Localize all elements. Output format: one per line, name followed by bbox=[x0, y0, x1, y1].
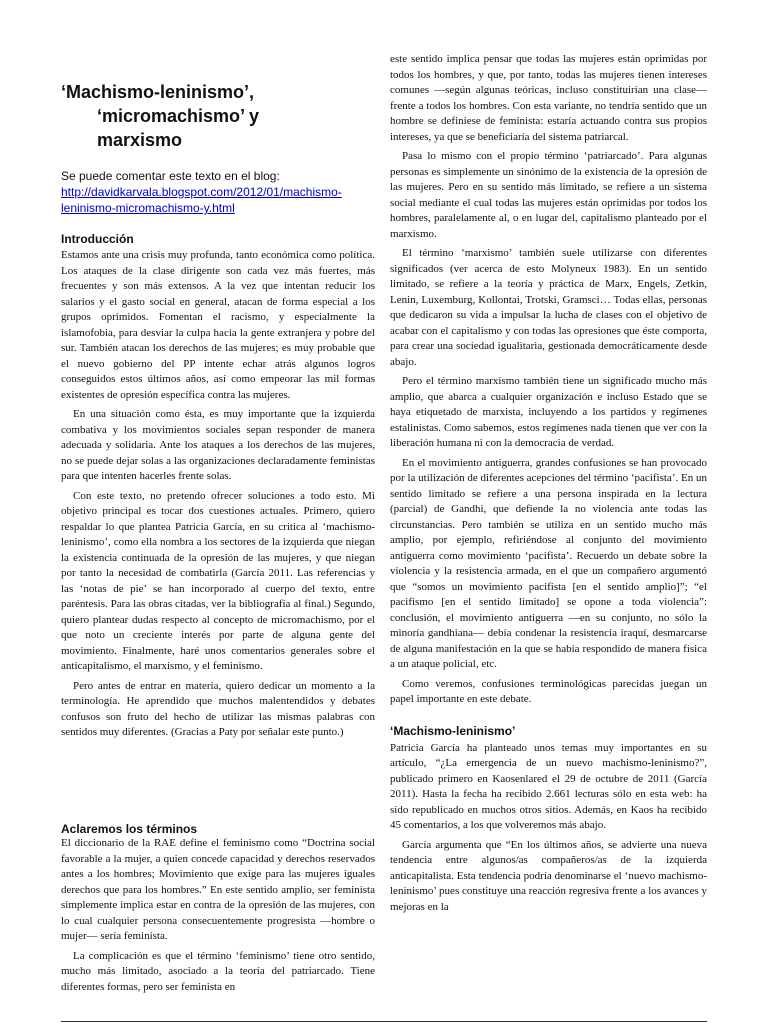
right-paragraph-5: En el movimiento antiguerra, grandes confusiones se han provocado por la utilización de diferentes acepciones del término ‘pacifista’. En un sentido limitado se refiere a una persona inspirada en la lectura (parcial) de Gandhi, que defiende la no violencia ante todas las circunstancias. Pero también se utiliza en un sentido mucho más amplio, por ejemplo, refiriéndose al conjunto del movimiento antiguerra como movimiento ‘pacifista’. Recuerdo un debate sobre la violencia y la resistencia armada, en el que un compañero argumentó que “somos un movimiento pacifista [en el sentido amplio]”; “el pacifismo [en el sentido limitado] se opone a toda violencia”: conclusión, el movimiento antiguerra —en su conjunto, no sólo la minoría gandhiana— debía condenar la resistencia iraquí, desmarcarse de alguna manifestación en la que se había respondido de manera física a un ataque policial, etc. bbox=[390, 456, 707, 670]
ml-paragraph-2: García argumenta que “En los últimos años, se advierte una nueva tendencia entre algunos/as compañeros/as de la izquierda anticapitalista. Esta tendencia podría denominarse el ‘nuevo machismo-leninismo’ pues constituye una reacción regresiva frente a los avances y mejoras en la bbox=[390, 838, 707, 913]
blog-intro-text: Se puede comentar este texto en el blog: bbox=[61, 169, 280, 183]
title-line-1: ‘Machismo-leninismo’, bbox=[61, 82, 255, 102]
terms-body bbox=[61, 836, 375, 999]
title-line-2: ‘micromachismo’ y bbox=[97, 106, 260, 126]
right-paragraph-4: Pero el término marxismo también tiene un significado mucho más amplio, que abarca a cualquier organización e incluso Estado que se haya etiquetado de marxista, incluyendo a los partidos y regímenes estalinistas. Como sabemos, estos regímenes nada tienen que ver con la liberación humana ni con la democracia de verdad. bbox=[390, 375, 707, 449]
blog-link[interactable]: http://davidkarvala.blogspot.com/2012/01/machismo-leninismo-micromachismo-y.html bbox=[61, 185, 342, 215]
machismo-leninismo-heading: ‘Machismo-leninismo’ bbox=[390, 723, 516, 738]
right-paragraph-3: El término ‘marxismo’ también suele utilizarse con diferentes significados (ver acerca de esto Molyneux 1983). En un sentido limitado, se refiere a la teoría y práctica de Marx, Engels, Zetkin, Lenin, Luxemburg, Kollontai, Trotski, Gramsci… Todas ellas, personas que dedicaron su vida a impulsar la lucha de clases con el objetivo de acabar con el capitalismo y con todas las opresiones que éste comporta, para crear una sociedad igualitaria, gestionada democráticamente desde abajo. bbox=[390, 247, 707, 368]
blog-note bbox=[61, 168, 375, 216]
terms-paragraph-1: El diccionario de la RAE define el feminismo como “Doctrina social favorable a la mujer, a quien concede capacidad y derechos reservados antes a los hombres; Movimiento que exige para las mujeres iguales derechos que para los hombres.” En este sentido amplio, ser feminista simplemente implica estar en contra de la opresión de las mujeres, con lo cual cualquier persona consecuentemente progresista —hombre o mujer— sería feminista. bbox=[61, 837, 375, 942]
intro-paragraph-2: En una situación como ésta, es muy importante que la izquierda combativa y los movimientos sociales sepan responder de manera adecuada y solidaria. Ante los ataques a los derechos de las mujeres, no se puede dejar solas a las organizaciones declaradamente feministas para que intenten hacerles frente solas. bbox=[61, 408, 375, 482]
right-paragraph-6: Como veremos, confusiones terminológicas parecidas juegan un papel importante en este debate. bbox=[390, 677, 707, 705]
terms-paragraph-2: La complicación es que el término ‘feminismo’ tiene otro sentido, mucho más limitado, asociado a la teoría del patriarcado. Tiene diferentes formas, pero ser feminista en bbox=[61, 949, 375, 993]
intro-body bbox=[61, 248, 375, 745]
ml-paragraph-1: Patricia García ha planteado unos temas muy importantes en su artículo, “¿La emergencia de un nuevo machismo-leninismo?”, publicado primero en Kaosenlared el 29 de octubre de 2011 (García 2011). Hasta la fecha ha recibido 2.661 lecturas sólo en esta web: ha sido republicado en muchos otros sitios. Además, en Kaos ha recibido 45 comentarios, a los que volveremos más abajo. bbox=[390, 741, 707, 831]
right-paragraph-1: este sentido implica pensar que todas las mujeres están oprimidas por todos los hombres, y que, por tanto, todas las mujeres tienen intereses comunes —según algunas teóricas, incluso constituirían una clase— frente a todos los hombres. Con esta variante, no tendría sentido que un hombre se definiese de feminista: estaría actuando contra sus propios intereses, ya que se beneficiaría del sistema patriarcal. bbox=[390, 53, 707, 143]
intro-paragraph-3: Con este texto, no pretendo ofrecer soluciones a todo esto. Mi objetivo principal es tocar dos cuestiones actuales. Primero, quiero respaldar lo que plantea Patricia García, en su crítica al ‘machismo-leninismo’, como ella nombra a los sectores de la izquierda que niegan la existencia continuada de la opresión de las mujeres, y que niegan por tanto la necesidad de combatirla (García 2011. Las referencias y las ‘notas de pie’ se han incorporado al cuerpo del texto, entre paréntesis. Para las obras citadas, ver la bibliografía al final.) Segundo, quiero plantear dudas respecto al concepto de micromachismo, por el que noto un creciente interés por parte de alguna gente del movimiento. Finalmente, haré unos comentarios generales sobre el anticapitalismo, el marxismo, y el feminismo. bbox=[61, 489, 375, 672]
intro-paragraph-1: Estamos ante una crisis muy profunda, tanto económica como política. Los ataques de la clase dirigente son cada vez más fuertes, más frecuentes y son más extensos. A la vez que intentan reducir los salarios y el gasto social en general, atacan de forma especial a los grupos oprimidos. Fomentan el racismo, y especialmente la islamofobia, para desviar la culpa hacia la gente extranjera y pobre del sur. También atacan los derechos de las mujeres; es muy probable que el nuevo gobierno del PP intente echar atrás algunos logros conseguidos estos últimos años, así como empeorar las mil formas existentes de opresión específica contra las mujeres. bbox=[61, 249, 375, 401]
document-title bbox=[61, 80, 361, 152]
intro-heading: Introducción bbox=[61, 232, 134, 246]
footer-rule bbox=[61, 1021, 707, 1022]
terms-heading: Aclaremos los términos bbox=[61, 822, 198, 836]
right-paragraph-2: Pasa lo mismo con el propio término ‘patriarcado’. Para algunas personas es simplemente un sinónimo de la existencia de la opresión de las mujeres. Pero en su sentido más limitado, se refiere a un sistema social mediante el cual todas las mujeres están oprimidas por todos los hombres, paralelamente al, o en lugar del, capitalismo planteado por el marxismo. bbox=[390, 150, 707, 240]
right-column bbox=[390, 52, 707, 919]
title-line-3: marxismo bbox=[97, 130, 183, 150]
intro-paragraph-4: Pero antes de entrar en materia, quiero dedicar un momento a la terminología. He aprendido que muchos malentendidos y debates confusos son fruto del hecho de utilizar las mismas palabras con sentidos muy diferentes. (Gracias a Paty por señalar este punto.) bbox=[61, 679, 375, 738]
